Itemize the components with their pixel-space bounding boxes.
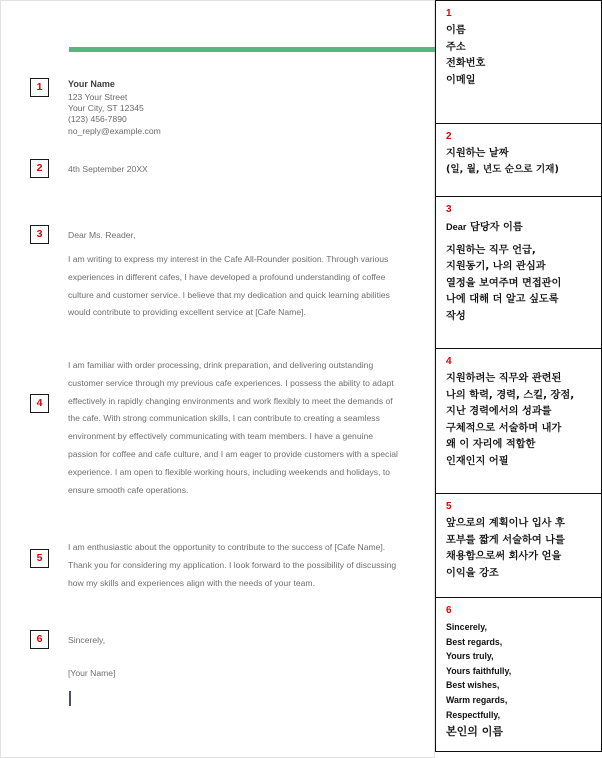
sender-email: no_reply@example.com	[68, 125, 161, 136]
sender-address-block	[68, 79, 403, 137]
note-6-line-6: Warm regards,	[446, 694, 508, 705]
note-3-line-2: 지원동기, 나의 관심과	[446, 261, 546, 272]
note-2-line-1: 지원하는 날짜	[446, 148, 509, 159]
sender-name: Your Name	[68, 79, 115, 89]
note-5-line-4: 이익을 강조	[446, 567, 499, 579]
note-card-5	[435, 493, 602, 598]
note-6-line-1: Sincerely,	[446, 622, 487, 632]
letter-closing: Sincerely,	[68, 635, 106, 645]
note-4-line-3: 지난 경력에서의 성과를	[446, 406, 552, 417]
note-6-last-line: 본인의 이름	[446, 725, 503, 739]
note-6-line-4: Yours faithfully,	[446, 665, 512, 676]
note-1-line-1: 이름	[446, 25, 466, 36]
letter-paragraph-1: I am writing to express my interest in the Cafe All-Rounder position. Through various experiences in different cafes, I have developed a profound understanding of coffee culture and customer service. I believe that my dedication and quick learning abilities would contribute to providing excellent service at [Cafe Name].	[68, 254, 390, 318]
note-3-dear-line	[446, 219, 592, 237]
sender-city-state-zip: Your City, ST 12345	[68, 103, 144, 113]
note-3-line-4: 나에 대해 더 알고 싶도록	[446, 294, 559, 305]
note-3-line-5: 작성	[446, 310, 466, 322]
note-1-line-3: 전화번호	[446, 58, 486, 69]
letter-signature: [Your Name]	[68, 668, 116, 678]
sender-street: 123 Your Street	[68, 91, 128, 102]
note-4-line-4: 구체적으로 서술하며 내가	[446, 422, 562, 434]
letter-salutation: Dear Ms. Reader,	[68, 230, 136, 240]
letter-paragraph-3: I am enthusiastic about the opportunity to contribute to the success of [Cafe Name]. Thank you for considering my application. I look forward to the possibility of discussing how my skills and experiences align with the needs of your team.	[68, 542, 397, 588]
note-number-3: 3	[446, 204, 452, 215]
note-4-line-1: 지원하려는 직무와 관련된	[446, 373, 562, 384]
note-5-line-3: 채용함으로써 회사가 얻을	[446, 551, 562, 562]
text-caret-icon	[69, 691, 71, 706]
note-card-1	[435, 0, 602, 124]
marker-chip-2: 2	[30, 159, 49, 178]
note-6-line-3: Yours truly,	[446, 651, 494, 662]
note-4-line-6: 인재인지 어필	[446, 455, 509, 467]
note-number-4: 4	[446, 356, 452, 367]
note-1-line-4: 이메일	[446, 74, 476, 86]
note-number-2: 2	[446, 131, 452, 142]
marker-chip-3: 3	[30, 225, 49, 244]
marker-chip-5: 5	[30, 549, 49, 568]
note-card-3	[435, 196, 602, 349]
note-6-line-2: Best regards,	[446, 636, 503, 647]
note-1-line-2: 주소	[446, 41, 466, 53]
note-number-1: 1	[446, 8, 452, 19]
letter-date: 4th September 20XX	[68, 164, 148, 174]
note-3-line-1: 지원하는 직무 언급,	[446, 244, 536, 256]
annotation-notes-pane	[435, 0, 602, 758]
note-card-4	[435, 348, 602, 494]
marker-chip-4: 4	[30, 394, 49, 413]
marker-chip-1: 1	[30, 78, 49, 97]
note-6-line-7: Respectfully,	[446, 709, 501, 720]
note-2-line-2: (일, 월, 년도 순으로 기재)	[446, 163, 559, 175]
green-accent-bar	[69, 47, 435, 52]
letter-paragraph-2: I am familiar with order processing, drink preparation, and delivering outstanding customer service through my previous cafe experiences. I possess the ability to adapt effectively in rapidly changing environments and work flexibly to meet the demands of the cafe. With strong communication skills, I can contribute to creating a seamless environment by effectively communicating with team members. I have a genuine passion for coffee and cafe culture, and I am eager to provide customers with a special experience. I am open to flexible working hours, including weekends and holidays, to ensure smooth cafe operations.	[68, 360, 398, 495]
marker-chip-6: 6	[30, 630, 49, 649]
note-3-dear-suffix: 담당자 이름	[469, 222, 523, 233]
note-5-line-1: 앞으로의 계획이나 입사 후	[446, 518, 565, 529]
note-3-dear-prefix: Dear	[446, 222, 467, 232]
note-3-line-3: 열정을 보여주며 면접관이	[446, 277, 562, 289]
note-card-2	[435, 123, 602, 197]
note-4-line-2: 나의 학력, 경력, 스킬, 장점,	[446, 389, 575, 401]
sender-phone: (123) 456-7890	[68, 114, 127, 125]
note-number-5: 5	[446, 501, 452, 512]
note-4-line-5: 왜 이 자리에 적합한	[446, 439, 536, 450]
note-card-6	[435, 597, 602, 752]
note-5-line-2: 포부를 짧게 서술하여 나를	[446, 534, 565, 546]
note-number-6: 6	[446, 605, 452, 616]
note-6-line-5: Best wishes,	[446, 680, 500, 691]
